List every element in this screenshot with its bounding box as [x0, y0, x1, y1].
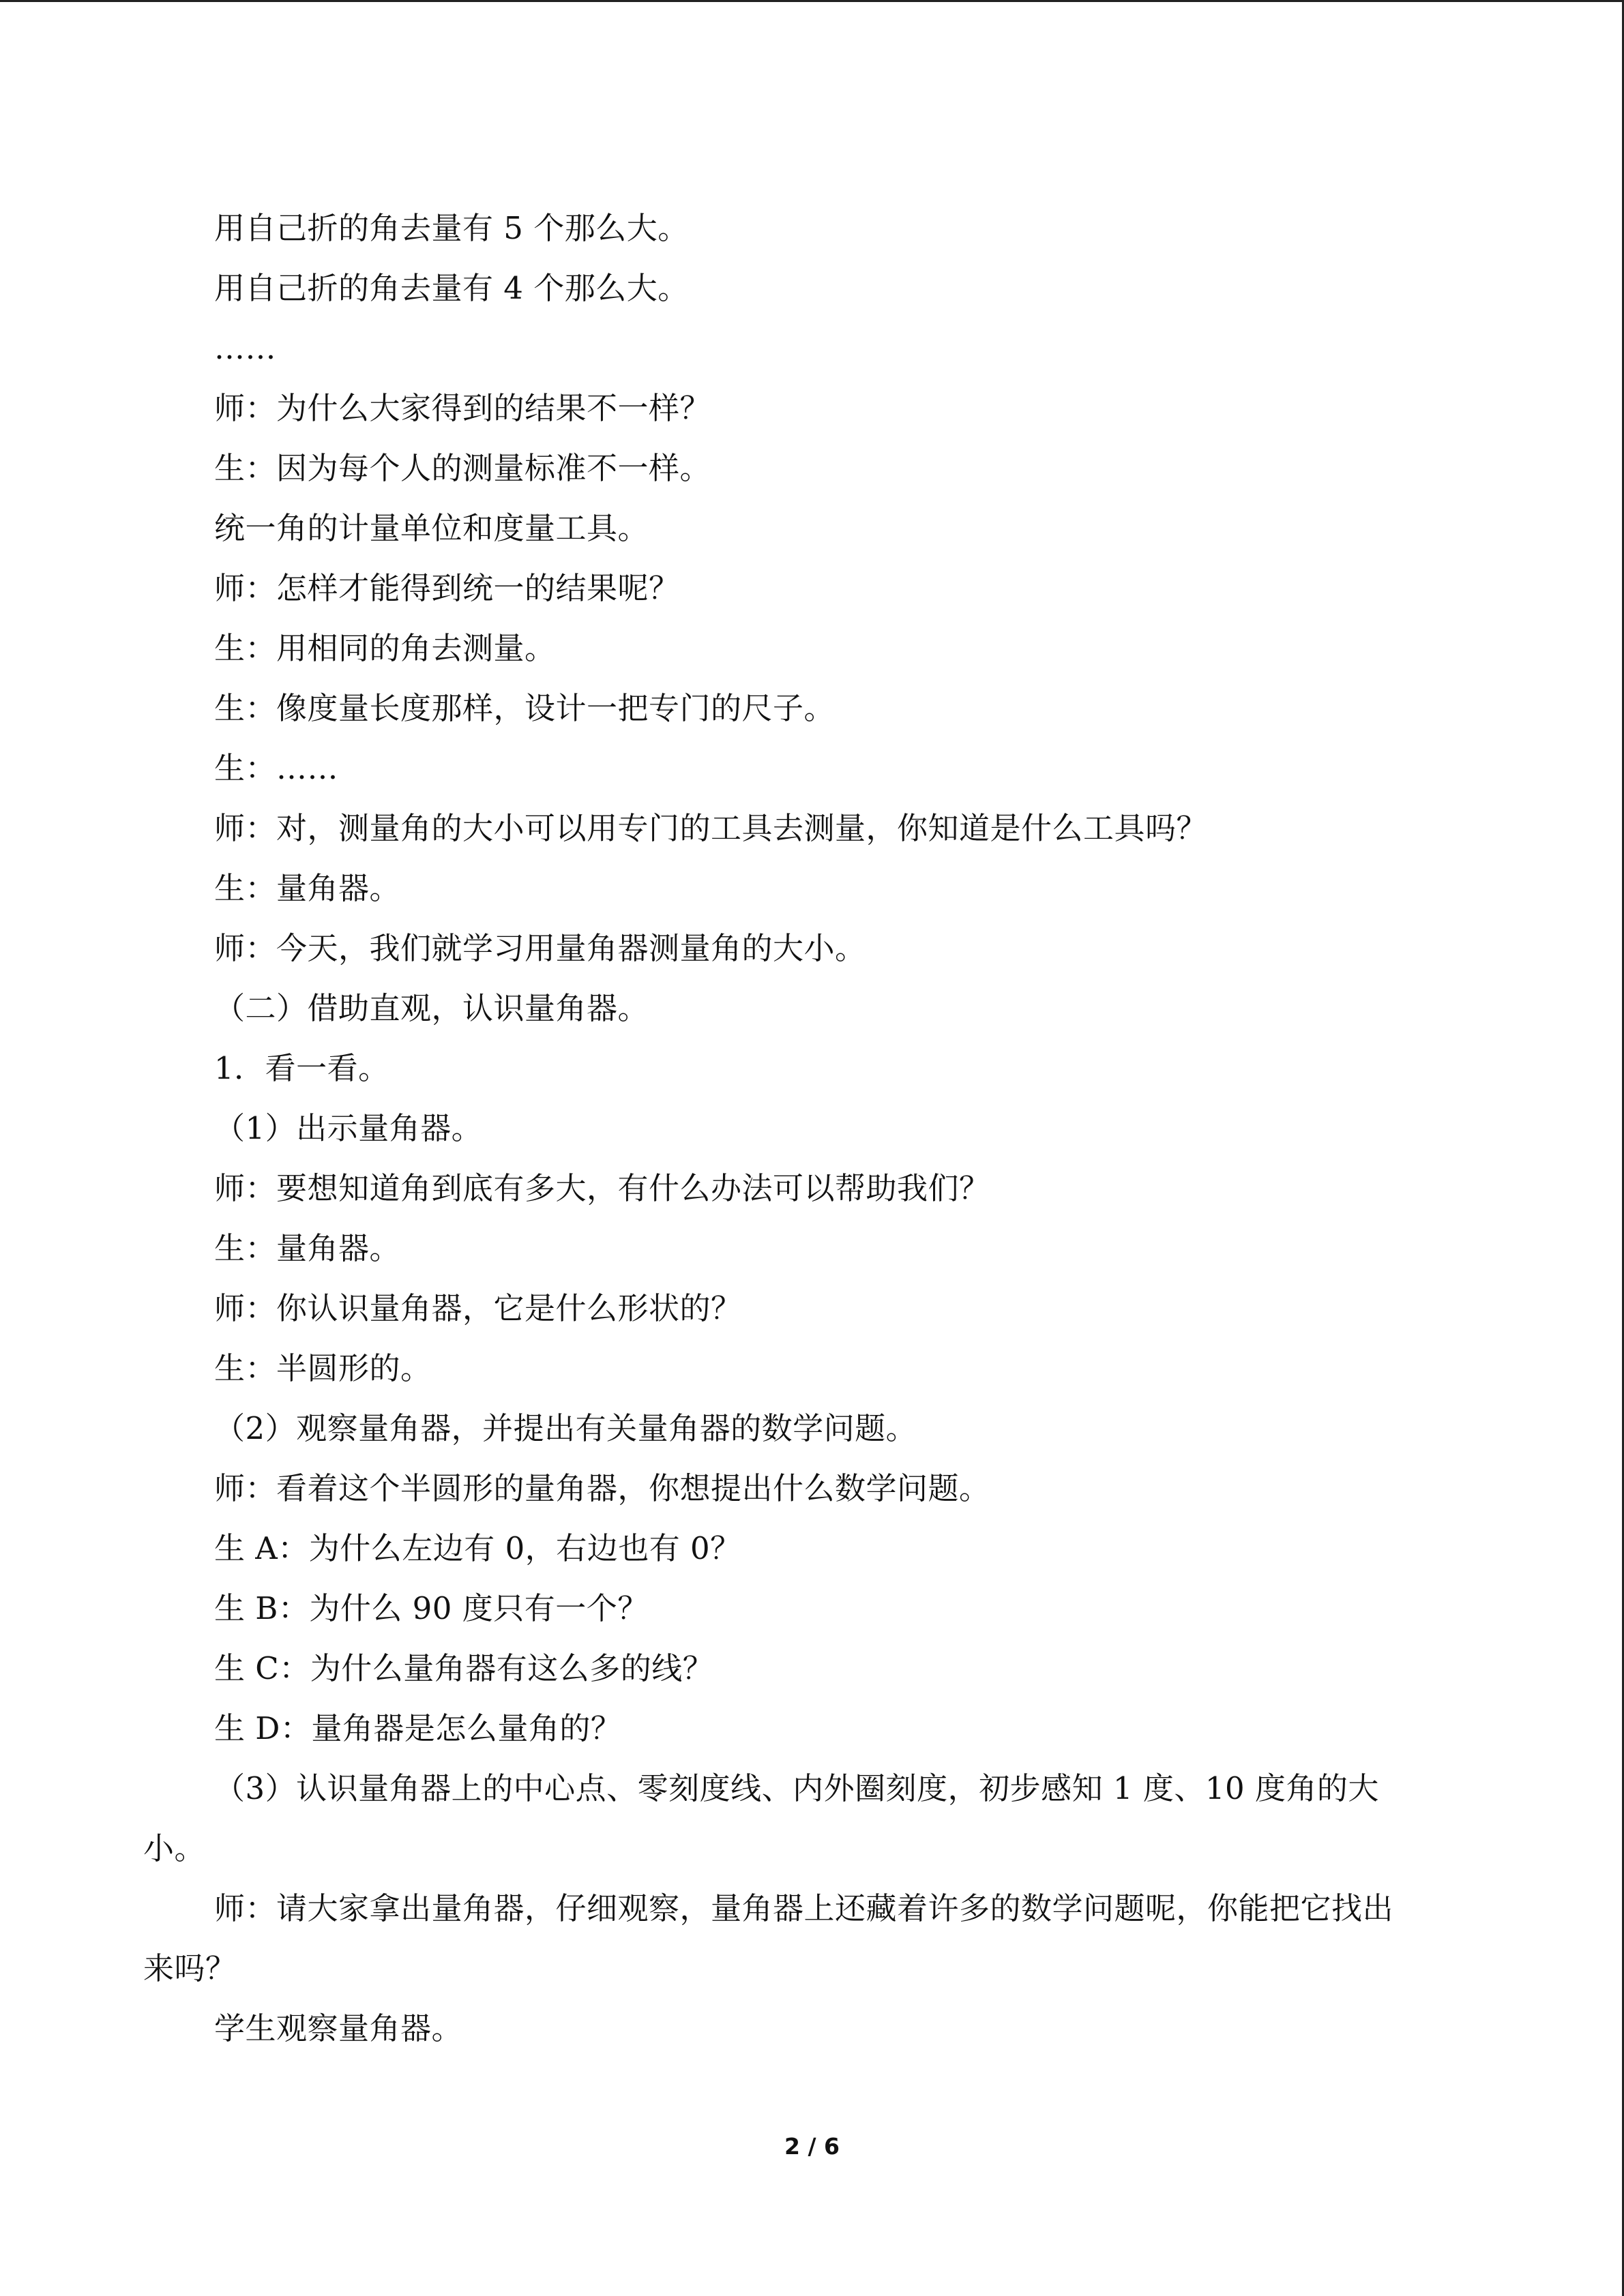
text-line: 生：用相同的角去测量。 [214, 630, 556, 666]
text-line: 生 C：为什么量角器有这么多的线？ [214, 1650, 714, 1686]
text-line: 用自己折的角去量有 4 个那么大。 [214, 270, 689, 306]
text-line: 生：因为每个人的测量标准不一样。 [214, 450, 711, 486]
text-line: 生 B：为什么 90 度只有一个？ [214, 1590, 649, 1626]
text-line: 师：请大家拿出量角器，仔细观察，量角器上还藏着许多的数学问题呢，你能把它找出 [214, 1890, 1394, 1926]
text-line: 生：像度量长度那样，设计一把专门的尺子。 [214, 690, 836, 726]
text-line: 用自己折的角去量有 5 个那么大。 [214, 210, 689, 246]
text-line: 生 A：为什么左边有 0，右边也有 0？ [214, 1530, 741, 1566]
text-line: 小。 [143, 1830, 206, 1866]
text-line: 来吗？ [143, 1950, 237, 1986]
text-line: 生 D：量角器是怎么量角的？ [214, 1710, 622, 1746]
text-line: 师：今天，我们就学习用量角器测量角的大小。 [214, 930, 866, 966]
text-line: 师：你认识量角器，它是什么形状的？ [214, 1290, 742, 1326]
text-line: 生：半圆形的。 [214, 1350, 432, 1386]
text-line: 生：…… [214, 750, 339, 786]
text-line: 生：量角器。 [214, 1230, 401, 1266]
text-line: 师：看着这个半圆形的量角器，你想提出什么数学问题。 [214, 1470, 990, 1506]
page-number: 2 / 6 [784, 2133, 840, 2160]
text-line: 师：对，测量角的大小可以用专门的工具去测量，你知道是什么工具吗？ [214, 810, 1208, 846]
text-line: 师：为什么大家得到的结果不一样？ [214, 390, 711, 426]
text-line: 师：要想知道角到底有多大，有什么办法可以帮助我们？ [214, 1170, 990, 1206]
text-line: …… [214, 330, 276, 366]
text-line: （3）认识量角器上的中心点、零刻度线、内外圈刻度，初步感知 1 度、10 度角的大 [214, 1770, 1379, 1806]
text-line: （1）出示量角器。 [214, 1110, 483, 1146]
text-line: 生：量角器。 [214, 870, 401, 906]
section-heading: （二）借助直观，认识量角器。 [214, 990, 649, 1026]
text-line: 学生观察量角器。 [214, 2010, 463, 2046]
text-line: 1．看一看。 [214, 1050, 389, 1086]
text-line: 统一角的计量单位和度量工具。 [214, 510, 649, 546]
text-line: 师：怎样才能得到统一的结果呢？ [214, 570, 680, 606]
text-line: （2）观察量角器，并提出有关量角器的数学问题。 [214, 1410, 917, 1446]
